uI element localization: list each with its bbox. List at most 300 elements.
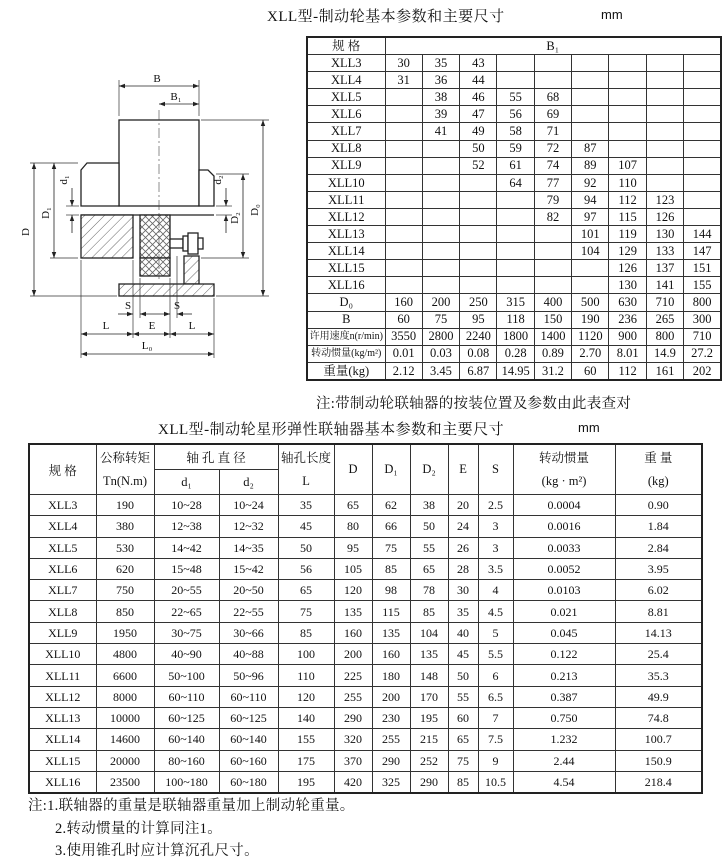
value-cell: 2.44 xyxy=(513,750,615,771)
value-cell xyxy=(572,106,609,123)
footnote-3: 3.使用锥孔时应计算沉孔尺寸。 xyxy=(55,843,259,859)
value-cell: 1950 xyxy=(96,622,154,643)
value-cell: 7 xyxy=(478,707,513,728)
value-cell: 38 xyxy=(410,495,448,516)
value-cell xyxy=(684,174,721,191)
table-row xyxy=(29,516,702,537)
value-cell: 115 xyxy=(609,208,646,225)
value-cell: 35.3 xyxy=(615,665,702,686)
flange-web xyxy=(184,256,199,284)
value-cell: 2.84 xyxy=(615,537,702,558)
value-cell: 60~140 xyxy=(154,729,219,750)
t2-D-header: D xyxy=(334,444,372,495)
value-cell: 10.5 xyxy=(478,771,513,793)
row-label-cell: XLL8 xyxy=(29,601,96,622)
value-cell: 10~24 xyxy=(219,495,278,516)
value-cell: 68 xyxy=(534,89,571,106)
t2-S-header: S xyxy=(478,444,513,495)
value-cell: 1.232 xyxy=(513,729,615,750)
table-row xyxy=(307,328,721,345)
value-cell: 150.9 xyxy=(615,750,702,771)
row-label-cell: XLL15 xyxy=(307,260,385,277)
value-cell: 2.5 xyxy=(478,495,513,516)
value-cell: 69 xyxy=(534,106,571,123)
value-cell: 60 xyxy=(448,707,478,728)
value-cell: 800 xyxy=(684,294,721,311)
value-cell xyxy=(497,72,534,89)
value-cell: 58 xyxy=(497,123,534,140)
value-cell: 161 xyxy=(646,362,683,380)
value-cell: 290 xyxy=(410,771,448,793)
value-cell: 79 xyxy=(534,191,571,208)
value-cell: 56 xyxy=(497,106,534,123)
value-cell: 22~65 xyxy=(154,601,219,622)
value-cell: 0.28 xyxy=(497,345,534,362)
table-row xyxy=(307,140,721,157)
value-cell: 1400 xyxy=(534,328,571,345)
value-cell: 75 xyxy=(422,311,459,328)
bolt-shaft xyxy=(170,239,183,248)
value-cell: 55 xyxy=(497,89,534,106)
value-cell: 290 xyxy=(334,707,372,728)
value-cell: 150 xyxy=(534,311,571,328)
value-cell: 175 xyxy=(278,750,334,771)
value-cell: 72 xyxy=(534,140,571,157)
table-row xyxy=(307,243,721,260)
value-cell: 3.45 xyxy=(422,362,459,380)
t2-torque-line2: Tn(N.m) xyxy=(102,474,148,488)
value-cell: 20000 xyxy=(96,750,154,771)
value-cell: 9 xyxy=(478,750,513,771)
row-label-cell: XLL14 xyxy=(307,243,385,260)
value-cell: 65 xyxy=(448,729,478,750)
value-cell xyxy=(572,260,609,277)
value-cell xyxy=(497,260,534,277)
value-cell: 80~160 xyxy=(154,750,219,771)
value-cell: 35 xyxy=(422,55,459,72)
value-cell: 0.08 xyxy=(460,345,497,362)
table-row xyxy=(307,191,721,208)
t2-length-header xyxy=(278,444,334,495)
value-cell xyxy=(684,191,721,208)
value-cell: 620 xyxy=(96,558,154,579)
value-cell: 6.87 xyxy=(460,362,497,380)
value-cell: 144 xyxy=(684,226,721,243)
row-label-cell: 重量(kg) xyxy=(307,362,385,380)
value-cell: 200 xyxy=(422,294,459,311)
value-cell: 133 xyxy=(646,243,683,260)
value-cell xyxy=(572,277,609,294)
table1-unit: mm xyxy=(601,7,623,22)
table-row xyxy=(307,123,721,140)
value-cell xyxy=(385,106,422,123)
dim-label-D2: D₂ xyxy=(229,212,241,224)
dim-label-S-left: S xyxy=(124,300,132,312)
value-cell: 112 xyxy=(609,362,646,380)
value-cell: 101 xyxy=(572,226,609,243)
value-cell: 236 xyxy=(609,311,646,328)
table-row xyxy=(307,345,721,362)
table-row xyxy=(307,174,721,191)
value-cell xyxy=(684,72,721,89)
coupling-cross-section-drawing xyxy=(16,66,303,366)
value-cell: 0.89 xyxy=(534,345,571,362)
table-row xyxy=(29,601,702,622)
value-cell xyxy=(609,123,646,140)
t2-length-line2: L xyxy=(302,474,310,488)
value-cell xyxy=(385,157,422,174)
value-cell: 45 xyxy=(278,516,334,537)
value-cell: 0.213 xyxy=(513,665,615,686)
value-cell: 31.2 xyxy=(534,362,571,380)
value-cell: 105 xyxy=(334,558,372,579)
value-cell: 4.5 xyxy=(478,601,513,622)
value-cell: 120 xyxy=(334,580,372,601)
t2-weight-line2: (kg) xyxy=(647,474,669,488)
value-cell: 200 xyxy=(334,644,372,665)
value-cell xyxy=(385,191,422,208)
value-cell: 47 xyxy=(460,106,497,123)
table-row xyxy=(307,311,721,328)
table2-title: XLL型-制动轮星形弹性联轴器基本参数和主要尺寸 xyxy=(158,422,505,438)
value-cell: 74 xyxy=(534,157,571,174)
value-cell: 14.13 xyxy=(615,622,702,643)
value-cell: 190 xyxy=(572,311,609,328)
value-cell: 65 xyxy=(278,580,334,601)
table-row xyxy=(29,665,702,686)
dim-label-B: B xyxy=(153,73,161,85)
left-hub xyxy=(81,163,119,206)
value-cell xyxy=(534,226,571,243)
value-cell: 115 xyxy=(372,601,410,622)
dim-label-d2: d₂ xyxy=(212,175,224,185)
table-row xyxy=(307,106,721,123)
value-cell: 30 xyxy=(448,580,478,601)
value-cell: 1120 xyxy=(572,328,609,345)
value-cell xyxy=(534,72,571,89)
value-cell: 40~90 xyxy=(154,644,219,665)
row-label-cell: XLL15 xyxy=(29,750,96,771)
value-cell: 40~88 xyxy=(219,644,278,665)
value-cell: 325 xyxy=(372,771,410,793)
value-cell: 137 xyxy=(646,260,683,277)
value-cell xyxy=(422,174,459,191)
t2-weight-header xyxy=(615,444,702,495)
table-row xyxy=(307,362,721,380)
value-cell xyxy=(497,191,534,208)
value-cell: 129 xyxy=(609,243,646,260)
value-cell: 65 xyxy=(334,495,372,516)
value-cell: 850 xyxy=(96,601,154,622)
table-row xyxy=(29,644,702,665)
value-cell: 87 xyxy=(572,140,609,157)
row-label-cell: XLL3 xyxy=(29,495,96,516)
value-cell xyxy=(684,89,721,106)
value-cell: 900 xyxy=(609,328,646,345)
value-cell: 24 xyxy=(448,516,478,537)
row-label-cell: XLL16 xyxy=(307,277,385,294)
value-cell: 50 xyxy=(460,140,497,157)
row-label-cell: XLL13 xyxy=(29,707,96,728)
value-cell: 112 xyxy=(609,191,646,208)
value-cell xyxy=(422,226,459,243)
value-cell: 50 xyxy=(278,537,334,558)
value-cell xyxy=(422,260,459,277)
value-cell: 56 xyxy=(278,558,334,579)
t1-header-row xyxy=(307,37,721,55)
table-row xyxy=(29,771,702,793)
value-cell: 160 xyxy=(334,622,372,643)
value-cell: 92 xyxy=(572,174,609,191)
value-cell: 20~55 xyxy=(154,580,219,601)
dim-label-L0: L₀ xyxy=(141,340,153,352)
value-cell: 4800 xyxy=(96,644,154,665)
value-cell: 180 xyxy=(372,665,410,686)
dim-label-D0: D₀ xyxy=(249,204,261,216)
value-cell: 8.01 xyxy=(609,345,646,362)
value-cell: 2.70 xyxy=(572,345,609,362)
t2-d2-header: d₂ xyxy=(219,470,278,495)
table-row xyxy=(29,729,702,750)
value-cell: 41 xyxy=(422,123,459,140)
value-cell: 43 xyxy=(460,55,497,72)
value-cell: 500 xyxy=(572,294,609,311)
value-cell: 110 xyxy=(609,174,646,191)
value-cell: 0.387 xyxy=(513,686,615,707)
row-label-cell: XLL10 xyxy=(29,644,96,665)
value-cell xyxy=(572,55,609,72)
value-cell: 200 xyxy=(372,686,410,707)
t2-torque-line1: 公称转矩 xyxy=(99,450,150,465)
value-cell: 85 xyxy=(372,558,410,579)
table-row xyxy=(307,294,721,311)
value-cell: 195 xyxy=(278,771,334,793)
t2-d1-header: d₁ xyxy=(154,470,219,495)
value-cell: 202 xyxy=(684,362,721,380)
value-cell xyxy=(385,277,422,294)
value-cell: 290 xyxy=(372,750,410,771)
value-cell: 44 xyxy=(460,72,497,89)
value-cell xyxy=(609,55,646,72)
value-cell: 80 xyxy=(334,516,372,537)
value-cell: 110 xyxy=(278,665,334,686)
value-cell: 3 xyxy=(478,537,513,558)
footnotes xyxy=(28,795,355,863)
value-cell: 31 xyxy=(385,72,422,89)
value-cell: 225 xyxy=(334,665,372,686)
value-cell: 148 xyxy=(410,665,448,686)
value-cell: 60~125 xyxy=(219,707,278,728)
value-cell xyxy=(609,140,646,157)
value-cell xyxy=(385,260,422,277)
row-label-cell: XLL5 xyxy=(29,537,96,558)
brake-wheel-parameters-table xyxy=(306,36,722,381)
value-cell: 40 xyxy=(448,622,478,643)
value-cell: 38 xyxy=(422,89,459,106)
value-cell xyxy=(646,157,683,174)
value-cell: 7.5 xyxy=(478,729,513,750)
value-cell: 118 xyxy=(497,311,534,328)
value-cell xyxy=(572,72,609,89)
row-label-cell: XLL12 xyxy=(307,208,385,225)
value-cell: 0.0033 xyxy=(513,537,615,558)
value-cell: 160 xyxy=(385,294,422,311)
value-cell: 100~180 xyxy=(154,771,219,793)
value-cell: 750 xyxy=(96,580,154,601)
value-cell: 800 xyxy=(646,328,683,345)
value-cell: 60~180 xyxy=(219,771,278,793)
value-cell: 6.5 xyxy=(478,686,513,707)
value-cell: 50~100 xyxy=(154,665,219,686)
value-cell: 6600 xyxy=(96,665,154,686)
value-cell xyxy=(646,140,683,157)
dim-label-L-left: L xyxy=(102,320,110,332)
value-cell: 3 xyxy=(478,516,513,537)
value-cell: 64 xyxy=(497,174,534,191)
value-cell: 78 xyxy=(410,580,448,601)
value-cell xyxy=(534,260,571,277)
table-row xyxy=(29,750,702,771)
value-cell: 20~50 xyxy=(219,580,278,601)
dim-label-L-right: L xyxy=(188,320,196,332)
value-cell: 155 xyxy=(278,729,334,750)
row-label-cell: XLL4 xyxy=(29,516,96,537)
value-cell: 95 xyxy=(460,311,497,328)
value-cell: 25.4 xyxy=(615,644,702,665)
value-cell: 370 xyxy=(334,750,372,771)
value-cell: 160 xyxy=(372,644,410,665)
value-cell: 14600 xyxy=(96,729,154,750)
value-cell: 85 xyxy=(448,771,478,793)
value-cell: 95 xyxy=(334,537,372,558)
value-cell: 62 xyxy=(372,495,410,516)
value-cell: 89 xyxy=(572,157,609,174)
value-cell xyxy=(646,55,683,72)
value-cell: 530 xyxy=(96,537,154,558)
value-cell xyxy=(497,55,534,72)
value-cell xyxy=(460,208,497,225)
value-cell xyxy=(646,106,683,123)
value-cell: 10~28 xyxy=(154,495,219,516)
value-cell: 39 xyxy=(422,106,459,123)
value-cell: 50 xyxy=(410,516,448,537)
footnote-1: 注:1.联轴器的重量是联轴器重量加上制动轮重量。 xyxy=(28,798,355,814)
value-cell: 0.0052 xyxy=(513,558,615,579)
value-cell: 100.7 xyxy=(615,729,702,750)
value-cell: 1.84 xyxy=(615,516,702,537)
value-cell: 85 xyxy=(410,601,448,622)
row-label-cell: XLL12 xyxy=(29,686,96,707)
value-cell: 45 xyxy=(448,644,478,665)
value-cell: 0.750 xyxy=(513,707,615,728)
dim-label-E: E xyxy=(148,320,156,332)
value-cell: 30 xyxy=(385,55,422,72)
table-row xyxy=(307,89,721,106)
value-cell: 300 xyxy=(684,311,721,328)
value-cell: 30~66 xyxy=(219,622,278,643)
table-row xyxy=(29,580,702,601)
table-row xyxy=(307,226,721,243)
row-label-cell: XLL5 xyxy=(307,89,385,106)
value-cell: 75 xyxy=(372,537,410,558)
value-cell: 0.03 xyxy=(422,345,459,362)
value-cell: 155 xyxy=(684,277,721,294)
value-cell: 75 xyxy=(448,750,478,771)
value-cell: 98 xyxy=(372,580,410,601)
value-cell: 20 xyxy=(448,495,478,516)
table-row xyxy=(29,686,702,707)
value-cell: 14.9 xyxy=(646,345,683,362)
t2-E-header: E xyxy=(448,444,478,495)
t1-spec-header: 规 格 xyxy=(307,37,385,55)
value-cell: 400 xyxy=(534,294,571,311)
value-cell: 100 xyxy=(278,644,334,665)
row-label-cell: XLL16 xyxy=(29,771,96,793)
row-label-cell: XLL14 xyxy=(29,729,96,750)
value-cell: 3.5 xyxy=(478,558,513,579)
value-cell: 8.81 xyxy=(615,601,702,622)
table2-unit: mm xyxy=(578,420,600,435)
value-cell xyxy=(385,243,422,260)
value-cell: 60~140 xyxy=(219,729,278,750)
bolt-nut xyxy=(188,233,198,254)
value-cell xyxy=(572,123,609,140)
value-cell: 420 xyxy=(334,771,372,793)
value-cell: 0.045 xyxy=(513,622,615,643)
value-cell: 265 xyxy=(646,311,683,328)
row-label-cell: XLL9 xyxy=(29,622,96,643)
value-cell xyxy=(646,123,683,140)
value-cell: 28 xyxy=(448,558,478,579)
value-cell: 52 xyxy=(460,157,497,174)
value-cell: 14~42 xyxy=(154,537,219,558)
value-cell: 151 xyxy=(684,260,721,277)
part-outlines xyxy=(81,120,214,296)
left-shaft-section xyxy=(81,215,133,258)
value-cell: 49.9 xyxy=(615,686,702,707)
value-cell: 135 xyxy=(372,622,410,643)
value-cell xyxy=(460,191,497,208)
table-row xyxy=(29,707,702,728)
value-cell: 46 xyxy=(460,89,497,106)
value-cell xyxy=(534,243,571,260)
t2-header-row-1 xyxy=(29,444,702,470)
row-label-cell: 转动惯量(kg/m²) xyxy=(307,345,385,362)
value-cell: 14~35 xyxy=(219,537,278,558)
table-row xyxy=(307,208,721,225)
value-cell: 315 xyxy=(497,294,534,311)
value-cell: 120 xyxy=(278,686,334,707)
value-cell: 0.0016 xyxy=(513,516,615,537)
table-row xyxy=(307,55,721,72)
value-cell: 60~110 xyxy=(154,686,219,707)
value-cell: 0.122 xyxy=(513,644,615,665)
row-label-cell: XLL13 xyxy=(307,226,385,243)
value-cell xyxy=(684,106,721,123)
value-cell: 60 xyxy=(572,362,609,380)
row-label-cell: XLL8 xyxy=(307,140,385,157)
dim-label-D: D xyxy=(20,228,32,236)
dim-label-D1: D₁ xyxy=(40,207,52,219)
value-cell: 55 xyxy=(448,686,478,707)
value-cell: 23500 xyxy=(96,771,154,793)
t1-b1-header: B₁ xyxy=(385,37,721,55)
value-cell: 15~48 xyxy=(154,558,219,579)
value-cell xyxy=(422,157,459,174)
value-cell: 0.0004 xyxy=(513,495,615,516)
value-cell: 135 xyxy=(410,644,448,665)
value-cell xyxy=(572,89,609,106)
